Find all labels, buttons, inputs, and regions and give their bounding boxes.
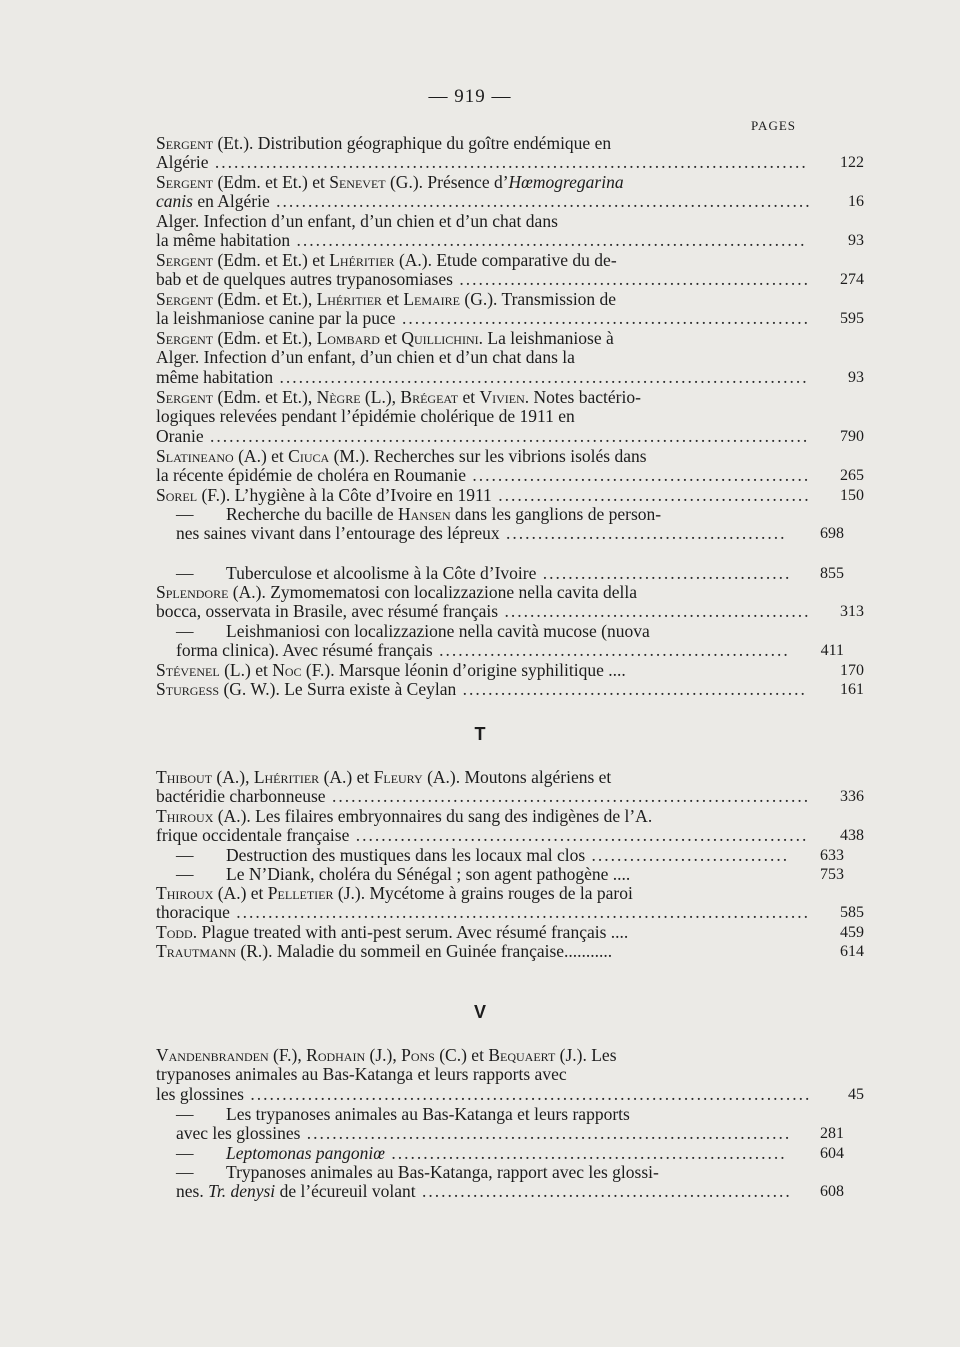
index-entry (176, 864, 844, 884)
leader-dots: ................................................................ (395, 308, 810, 329)
page-ref: 16 (848, 193, 864, 211)
author-name: Thiroux (156, 883, 214, 903)
author-name: Pelletier (267, 883, 334, 903)
leader-dots: .............................................................................................. (203, 425, 810, 446)
author-name: Lemaire (403, 289, 461, 309)
entry-line: — Leishmaniosi con localizzazione nella cavità mucose (nuova (176, 621, 650, 641)
entry-line: Todd. Plague treated with anti-pest serum. Avec résumé français .... 459 (156, 922, 864, 942)
entry-line: — Tuberculose et alcoolisme à la Côte d’Ivoire ....................................... 855 (176, 563, 844, 583)
entry-line: canis en Algérie .................................................................................... 16 (156, 191, 864, 212)
entry-line: même habitation ................................................................................... 93 (156, 366, 864, 387)
entry-line: Algérie ............................................................................................. 122 (156, 152, 864, 173)
author-name: Vivien (479, 387, 525, 407)
entry-line: la leishmaniose canine par la puce ................................................................ 595 (156, 308, 864, 329)
entry-line: nes saines vivant dans l’entourage des lépreux ............................................ 698 (176, 523, 844, 544)
author-name: Fleury (373, 767, 423, 787)
page-ref: 93 (848, 232, 864, 250)
ditto-dash: — (176, 1143, 194, 1163)
page-ref: 633 (820, 847, 844, 864)
index-entry (156, 250, 864, 290)
italic-term: Leptomonas pangoniœ (226, 1143, 385, 1163)
section-heading-v: V (473, 1002, 486, 1022)
index-entry (176, 1162, 844, 1202)
page-ref: 122 (840, 154, 864, 172)
author-name: Ciuca (288, 446, 330, 466)
author-name: Lhéritier (253, 767, 320, 787)
pages-column-header: PAGES (751, 118, 796, 133)
page-ref: 608 (820, 1183, 844, 1201)
entry-line: Stévenel (L.) et Noc (F.). Marsque léonin d’origine syphilitique .... 170 (156, 660, 864, 680)
entry-line: frique occidentale française ....................................................................... 438 (156, 825, 864, 846)
author-name: Nègre (316, 387, 361, 407)
entry-line: la récente épidémie de choléra en Roumanie ..................................................... 265 (156, 465, 864, 486)
page-ref: 459 (840, 924, 864, 941)
author-name: Thiroux (156, 806, 214, 826)
page-ref: 161 (840, 681, 864, 698)
author-name: Vandenbranden (156, 1045, 269, 1065)
index-entry (156, 387, 864, 446)
page-ref: 45 (848, 1085, 864, 1103)
index-entry (176, 621, 844, 661)
page-ref: 753 (820, 866, 844, 883)
entry-line: Oranie .............................................................................................. 790 (156, 425, 864, 446)
index-entry (176, 504, 844, 544)
entry-line: Thiroux (A.) et Pelletier (J.). Mycétome à grains rouges de la paroi (156, 883, 633, 903)
entry-line: forma clinica). Avec résumé français ....................................................... 411 (176, 640, 844, 661)
ditto-dash: — (176, 1104, 194, 1124)
author-name: Sorel (156, 485, 198, 505)
author-name: Splendore (156, 582, 229, 602)
entry-line: Alger. Infection d’un enfant, d’un chien et d’un chat dans (156, 211, 558, 231)
page-ref: 595 (840, 310, 864, 328)
index-entry (176, 845, 844, 865)
page-ref: 274 (840, 271, 864, 289)
author-name: Thibout (156, 767, 213, 787)
page-ref: 93 (848, 368, 864, 386)
author-name: Trautmann (156, 941, 237, 961)
page-ref: 855 (820, 565, 844, 582)
page-ref: 790 (840, 427, 864, 445)
leader-dots: ....................................... (536, 563, 792, 583)
italic-term: Hœmogregarina (508, 172, 624, 192)
page-ref: 411 (820, 642, 844, 660)
page-ref: 281 (820, 1125, 844, 1143)
index-entry (156, 446, 864, 486)
author-name: Sergent (156, 250, 214, 270)
leader-dots: ........................................................................... (325, 786, 811, 807)
index-entry (156, 328, 864, 387)
author-name: Rodhain (306, 1045, 366, 1065)
italic-term: Tr. denysi (208, 1181, 276, 1202)
ditto-dash: — (176, 845, 194, 865)
index-entry (156, 582, 864, 622)
author-name: Sergent (156, 387, 214, 407)
index-entry (176, 563, 844, 583)
page-ref: 313 (840, 603, 864, 621)
index-entry (156, 806, 864, 846)
author-name: Bequaert (488, 1045, 556, 1065)
author-name: Lombard (316, 328, 380, 348)
entry-line: thoracique .......................................................................................... 585 (156, 902, 864, 923)
author-name: Todd (156, 922, 193, 942)
index-entry (156, 941, 864, 961)
author-name: Slatineano (156, 446, 234, 466)
entry-line: Alger. Infection d’un enfant, d’un chien et d’un chat dans la (156, 347, 575, 368)
page-ref: 170 (840, 662, 864, 679)
entry-line: — Les trypanoses animales au Bas-Katanga et leurs rapports (176, 1104, 630, 1124)
leader-dots: ..................................................... (465, 465, 811, 486)
index-entry (176, 1104, 844, 1144)
leader-dots: ................................................. (491, 485, 811, 505)
entry-line: Sergent (Edm. et Et.), Nègre (L.), Brégeat et Vivien. Notes bactério- (156, 387, 641, 407)
entry-line: Trautmann (R.). Maladie du sommeil en Guinée française........... 614 (156, 941, 864, 961)
author-name: Sergent (156, 133, 214, 153)
page-ref: 604 (820, 1145, 844, 1162)
entry-line: Sorel (F.). L’hygiène à la Côte d’Ivoire en 1911 ................................................. 150 (156, 485, 864, 505)
page-number: — 919 — (428, 86, 512, 107)
page-ref: 150 (840, 487, 864, 504)
index-entry (156, 883, 864, 923)
leader-dots: ................................................................................ (290, 230, 807, 251)
index-entry (156, 133, 864, 173)
entry-line: — Recherche du bacille de Hansen dans les ganglions de person- (176, 504, 662, 524)
author-name: Lhéritier (316, 289, 382, 309)
index-entry (156, 172, 864, 212)
leader-dots: ........................................................................................ (244, 1083, 812, 1104)
leader-dots: .......................................................................................... (229, 902, 810, 923)
leader-dots: ............................................................................ (300, 1123, 792, 1144)
author-name: Brégeat (400, 387, 459, 407)
leader-dots: .......................................................... (415, 1181, 792, 1202)
entry-line: nes. Tr. denysi de l’écureuil volant .......................................................... 608 (176, 1181, 844, 1202)
ditto-dash: — (176, 504, 194, 524)
leader-dots: ............................................ (499, 523, 787, 544)
author-name: Quillichini (401, 328, 479, 348)
index-entry (156, 211, 864, 251)
section-heading-t: T (474, 724, 486, 744)
page-ref: 438 (840, 827, 864, 845)
author-name: Hansen (398, 504, 451, 524)
ditto-dash: — (176, 563, 194, 583)
entry-line: logiques relevées pendant l’épidémie cholérique de 1911 en (156, 406, 575, 427)
index-entry (156, 679, 864, 699)
index-entry (156, 289, 864, 329)
entry-line: Thibout (A.), Lhéritier (A.) et Fleury (A.). Moutons algériens et (156, 767, 612, 787)
italic-term: canis (156, 191, 193, 212)
author-name: Noc (272, 660, 302, 680)
page-ref: 336 (840, 788, 864, 806)
index-entry (176, 1143, 844, 1163)
entry-line: Splendore (A.). Zymomematosi con localizzazione nella cavita della (156, 582, 638, 602)
index-entry (156, 660, 864, 680)
entry-line: — Le N’Diank, choléra du Sénégal ; son agent pathogène .... 753 (176, 864, 844, 884)
leader-dots: ................................................................................... (273, 366, 809, 387)
author-name: Sturgess (156, 679, 220, 699)
index-entry (156, 1045, 864, 1104)
entry-line: Sturgess (G. W.). Le Surra existe à Ceylan ...................................................... 161 (156, 679, 864, 699)
entry-line: Thiroux (A.). Les filaires embryonnaires du sang des indigènes de l’A. (156, 806, 653, 826)
ditto-dash: — (176, 864, 194, 884)
leader-dots: ............................... (585, 845, 790, 865)
leader-dots: ....................................................................... (349, 825, 809, 846)
author-name: Senevet (329, 172, 386, 192)
entry-line: Sergent (Edm. et Et.) et Lhéritier (A.). Etude comparative du de- (156, 250, 617, 270)
ditto-dash: — (176, 1162, 194, 1182)
page-ref: 265 (840, 467, 864, 485)
leader-dots: ....................................................... (432, 640, 790, 661)
entry-line: bactéridie charbonneuse ........................................................................... 336 (156, 786, 864, 807)
entry-line (176, 1143, 844, 1163)
entry-line: bocca, osservata in Brasile, avec résumé français ................................................ 313 (156, 601, 864, 622)
author-name: Stévenel (156, 660, 220, 680)
index-entry (156, 922, 864, 942)
index-entry (156, 485, 864, 505)
entry-line: trypanoses animales au Bas-Katanga et leurs rapports avec (156, 1064, 567, 1085)
author-name: Sergent (156, 328, 214, 348)
leader-dots: ............................................................................................. (208, 152, 808, 173)
entry-line: les glossines ........................................................................................ 45 (156, 1083, 864, 1104)
leader-dots: ...................................................... (456, 679, 807, 699)
author-name: Pons (401, 1045, 435, 1065)
entry-line: Sergent (Edm. et Et.), Lombard et Quillichini. La leishmaniose à (156, 328, 614, 348)
entry-line: Sergent (Edm. et Et.), Lhéritier et Lemaire (G.). Transmission de (156, 289, 617, 309)
leader-dots: ................................................ (498, 601, 811, 622)
leader-dots: .............................................................. (384, 1143, 787, 1163)
leader-dots: ....................................................... (452, 269, 810, 290)
author-name: Sergent (156, 172, 214, 192)
page-ref: 614 (840, 943, 864, 960)
author-name: Sergent (156, 289, 214, 309)
entry-line: Vandenbranden (F.), Rodhain (J.), Pons (C.) et Bequaert (J.). Les (156, 1045, 617, 1065)
page-ref: 585 (840, 904, 864, 922)
leader-dots: .................................................................................... (269, 191, 812, 212)
entry-line: Sergent (Edm. et Et.) et Senevet (G.). Présence d’Hœmogregarina (156, 172, 624, 192)
entry-line: bab et de quelques autres trypanosomiases ....................................................... 274 (156, 269, 864, 290)
author-name: Lhéritier (329, 250, 395, 270)
entry-line: — Trypanoses animales au Bas-Katanga, rapport avec les glossi- (176, 1162, 659, 1182)
entry-line: Slatineano (A.) et Ciuca (M.). Recherches sur les vibrions isolés dans (156, 446, 647, 466)
ditto-dash: — (176, 621, 194, 641)
entry-line: — Destruction des mustiques dans les locaux mal clos ............................... 633 (176, 845, 844, 865)
index-entry (156, 767, 864, 807)
page-ref: 698 (820, 525, 844, 543)
entry-line: la même habitation ................................................................................ 93 (156, 230, 864, 251)
entry-line: Sergent (Et.). Distribution géographique du goître endémique en (156, 133, 612, 153)
entry-line: avec les glossines ............................................................................ 281 (176, 1123, 844, 1144)
